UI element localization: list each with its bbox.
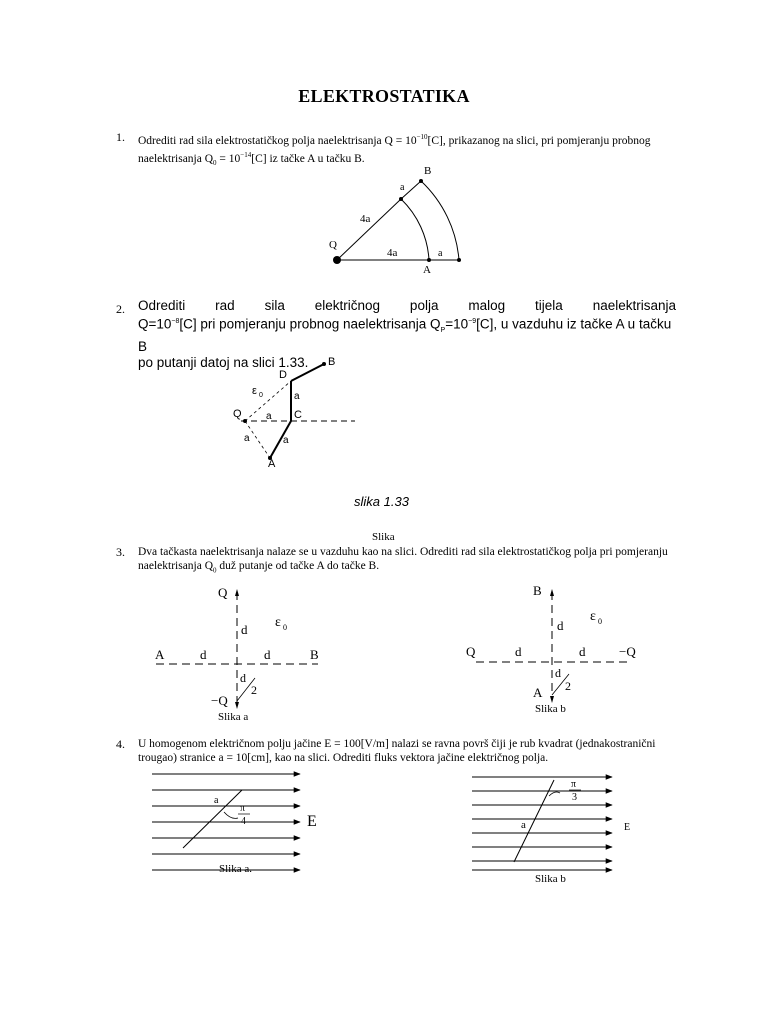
fig4a-caption: Slika a. [219, 863, 252, 875]
fig2-label-a: A [268, 458, 276, 470]
fig2-label-q: Q [233, 408, 242, 420]
fig4a-label-a: a [214, 795, 219, 806]
problem-3-number: 3. [116, 545, 125, 559]
fig4b-caption: Slika b [535, 873, 566, 885]
fig3a-label-eps: ε [275, 615, 281, 630]
fig4b-label-e: E [624, 822, 631, 833]
fig3b-label-b: B [533, 583, 542, 598]
fig2-label-c: C [294, 409, 302, 421]
fig3b-label-d-half: d [555, 666, 561, 680]
fig1-label-4a-diag: 4a [360, 213, 371, 225]
fig3a-caption: Slika a [218, 711, 249, 723]
fig4a-label-e: E [307, 813, 317, 830]
fig3b-label-q: Q [466, 644, 476, 659]
slika-label: Slika [372, 531, 395, 543]
fig4b-surface-edge [514, 780, 554, 862]
fig1-label-4a-base: 4a [387, 247, 398, 259]
fig3a-label-eps-sub: 0 [283, 623, 287, 632]
fig1-label-a-base: a [438, 248, 443, 259]
fig3b-label-a: A [533, 685, 543, 700]
problem-1-line-1: Odrediti rad sila elektrostatičkog polja naelektrisanja $Q = 10^{-10}[C]$, prikazanog na slici, pri pomjeranju probnog [138, 133, 651, 147]
fig1-label-q: Q [329, 239, 337, 251]
problem-2-line-1: Odrediti rad sila električnog polja malog tijela naelektrisanja [138, 298, 676, 313]
fig2-label-a2: a [266, 411, 272, 422]
fig2-label-b: B [328, 356, 336, 368]
problem-4-line-1: U homogenom električnom polju jačine E = 100[V/m] nalazi se ravna površ čiji je rub kvadrat (jednakostranični [138, 738, 656, 750]
fig3b-label-d-left: d [515, 644, 522, 659]
fig4b-label-pi: π [571, 779, 577, 790]
fig3a-label-b: B [310, 647, 319, 662]
fig2-label-d: D [279, 369, 287, 381]
fig3a-label-d-half: d [240, 671, 246, 685]
fig3a-label-q: Q [218, 585, 228, 600]
problem-1-line-2: naelektrisanja $Q_0 = 10^{-14}[C]$ iz tačke A u tačku B. [138, 150, 365, 167]
fig3b-label-d-vert: d [557, 618, 564, 633]
fig3b-label-half-den: 2 [565, 679, 571, 693]
problem-3-line-1: Dva tačkasta naelektrisanja nalaze se u vazduhu kao na slici. Odrediti rad sila elektrostatičkog polja pri pomjeranju [138, 546, 668, 558]
problem-3-line-2: naelektrisanja $Q_0$ duž putanje od tačke A do tačke B. [138, 560, 380, 575]
problem-2-number: 2. [116, 302, 125, 316]
figure-caption-1-33: slika 1.33 [354, 494, 409, 509]
fig3b-label-eps-sub: 0 [598, 617, 602, 626]
fig2-label-eps-sub: 0 [259, 392, 263, 399]
fig3b-caption: Slika b [535, 703, 566, 715]
fig3b-label-d-right: d [579, 644, 586, 659]
page-title: ELEKTROSTATIKA [298, 86, 470, 106]
fig2-label-a1: a [294, 391, 300, 402]
fig4b-label-a: a [521, 819, 526, 831]
fig1-label-b: B [424, 165, 432, 177]
fig3a-label-d-left: d [200, 647, 207, 662]
problem-2-line-2: $Q=10^{-8}[C]$ pri pomjeranju probnog naelektrisanja $Q_P=10^{-9}[C]$, u vazduhu iz tačke A u tačku B [138, 316, 672, 355]
problem-4-number: 4. [116, 737, 125, 751]
fig3b-label-neg-q: −Q [619, 644, 636, 659]
fig2-label-a3: a [244, 433, 250, 444]
fig3b-label-eps: ε [590, 609, 596, 624]
fig2-label-a4: a [283, 435, 289, 446]
fig4b-angle-arc [549, 792, 560, 796]
fig4b-label-den: 3 [572, 792, 577, 803]
fig4a-label-pi: π [240, 803, 246, 814]
fig3a-label-d-vert: d [241, 622, 248, 637]
fig3a-label-a: A [155, 647, 165, 662]
fig3a-label-half-den: 2 [251, 683, 257, 697]
fig3a-label-d-right: d [264, 647, 271, 662]
problem-2-line-3: po putanji datoj na slici 1.33. [138, 355, 309, 371]
fig3a-label-neg-q: −Q [211, 693, 228, 708]
fig1-label-a-point: A [423, 264, 431, 276]
fig1-label-a-top: a [400, 182, 405, 193]
fig4a-label-den: 4 [241, 816, 246, 827]
problem-4-line-2: trougao) stranice a = 10[cm], kao na slici. Odrediti fluks vektora jačine električnog polja. [138, 752, 549, 764]
fig2-label-eps: ε [252, 385, 257, 397]
problem-1-number: 1. [116, 130, 125, 144]
